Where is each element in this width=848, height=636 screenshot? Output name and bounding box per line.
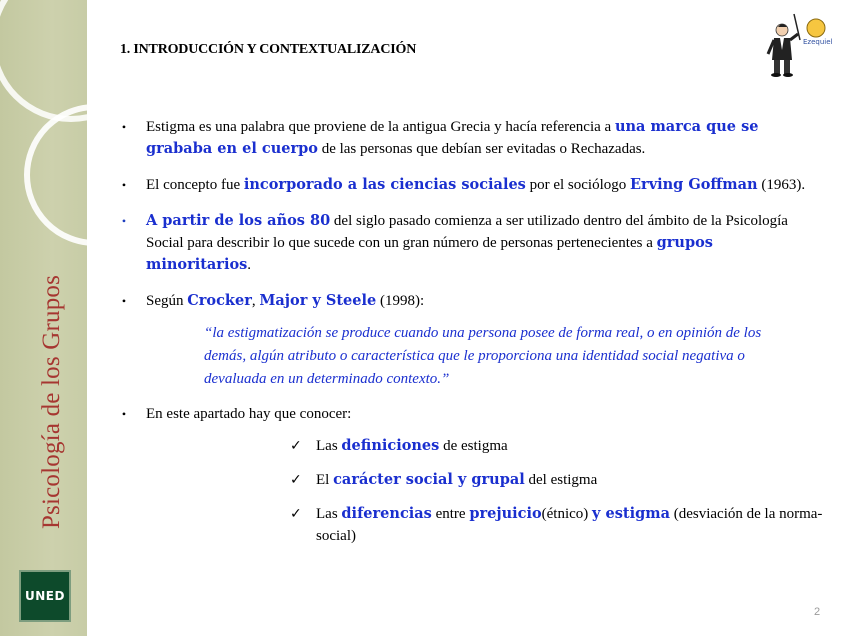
highlight-text: Erving Goffman <box>630 176 758 193</box>
bullet-icon: • <box>121 120 127 134</box>
checklist <box>290 435 823 547</box>
highlight-text: Crocker <box>187 292 252 309</box>
highlight-text: carácter social y grupal <box>333 471 525 488</box>
checklist-item: ✓ Las diferencias entre prejuicio(étnico) y estigma (desviación de la norma-social) <box>290 505 823 544</box>
bullet-icon: • <box>121 294 127 308</box>
decorative-ring <box>0 0 87 122</box>
quote-block: “la estigmatización se produce cuando una persona posee de forma real, o en opinión de los demás, algún atributo o característica que le proporciona una identidad social negativa o devaluada en un determinado contexto.” <box>204 325 762 387</box>
bullet-icon: • <box>121 178 127 192</box>
highlight-text: diferencias <box>341 505 432 522</box>
bullet-item: • El concepto fue incorporado a las ciencias sociales por el sociólogo Erving Goffman (1963). <box>118 174 818 196</box>
highlight-text: y estigma <box>592 505 670 522</box>
decorative-ring <box>24 104 87 246</box>
checklist-item: ✓ Las definiciones de estigma <box>290 435 836 457</box>
bullet-item: • A partir de los años 80 del siglo pasado comienza a ser utilizado dentro del ámbito de la Psicología Social para describir lo que sucede con un gran número de personas pertenecientes a grupos minoritarios. <box>118 210 818 276</box>
course-title-vertical: Psicología de los Grupos <box>38 274 65 530</box>
highlight-text: A partir de los años 80 <box>146 212 331 229</box>
logo-text: UNED <box>25 589 65 603</box>
slide-content <box>118 116 823 559</box>
checkmark-icon: ✓ <box>290 438 302 454</box>
highlight-text: una marca que se grababa en el cuerpo <box>146 118 759 157</box>
slide-title: 1. INTRODUCCIÓN Y CONTEXTUALIZACIÓN <box>120 42 417 57</box>
presenter-clipart-icon <box>760 10 832 80</box>
clipart-sign-text: Ezequiel <box>803 38 832 46</box>
uned-logo <box>19 570 71 622</box>
highlight-text: definiciones <box>341 437 440 454</box>
highlight-text: prejuicio <box>469 505 542 522</box>
bullet-icon: • <box>121 407 127 421</box>
bullet-icon: • <box>121 214 127 228</box>
sidebar-band <box>0 0 87 636</box>
highlight-text: incorporado a las ciencias sociales <box>243 176 526 193</box>
bullet-item: • Estigma es una palabra que proviene de la antigua Grecia y hacía referencia a una marca que se grababa en el cuerpo de las personas que debían ser evitadas o Rechazadas. <box>118 116 818 160</box>
bullet-item: • Según Crocker, Major y Steele (1998): <box>118 290 818 312</box>
checkmark-icon: ✓ <box>290 506 302 522</box>
page-number: 2 <box>814 606 821 618</box>
bullet-item: • En este apartado hay que conocer: <box>118 403 818 425</box>
checklist-item: ✓ El carácter social y grupal del estigma <box>290 469 836 491</box>
highlight-text: grupos minoritarios <box>146 234 713 273</box>
highlight-text: Major y Steele <box>259 292 377 309</box>
checkmark-icon: ✓ <box>290 472 302 488</box>
